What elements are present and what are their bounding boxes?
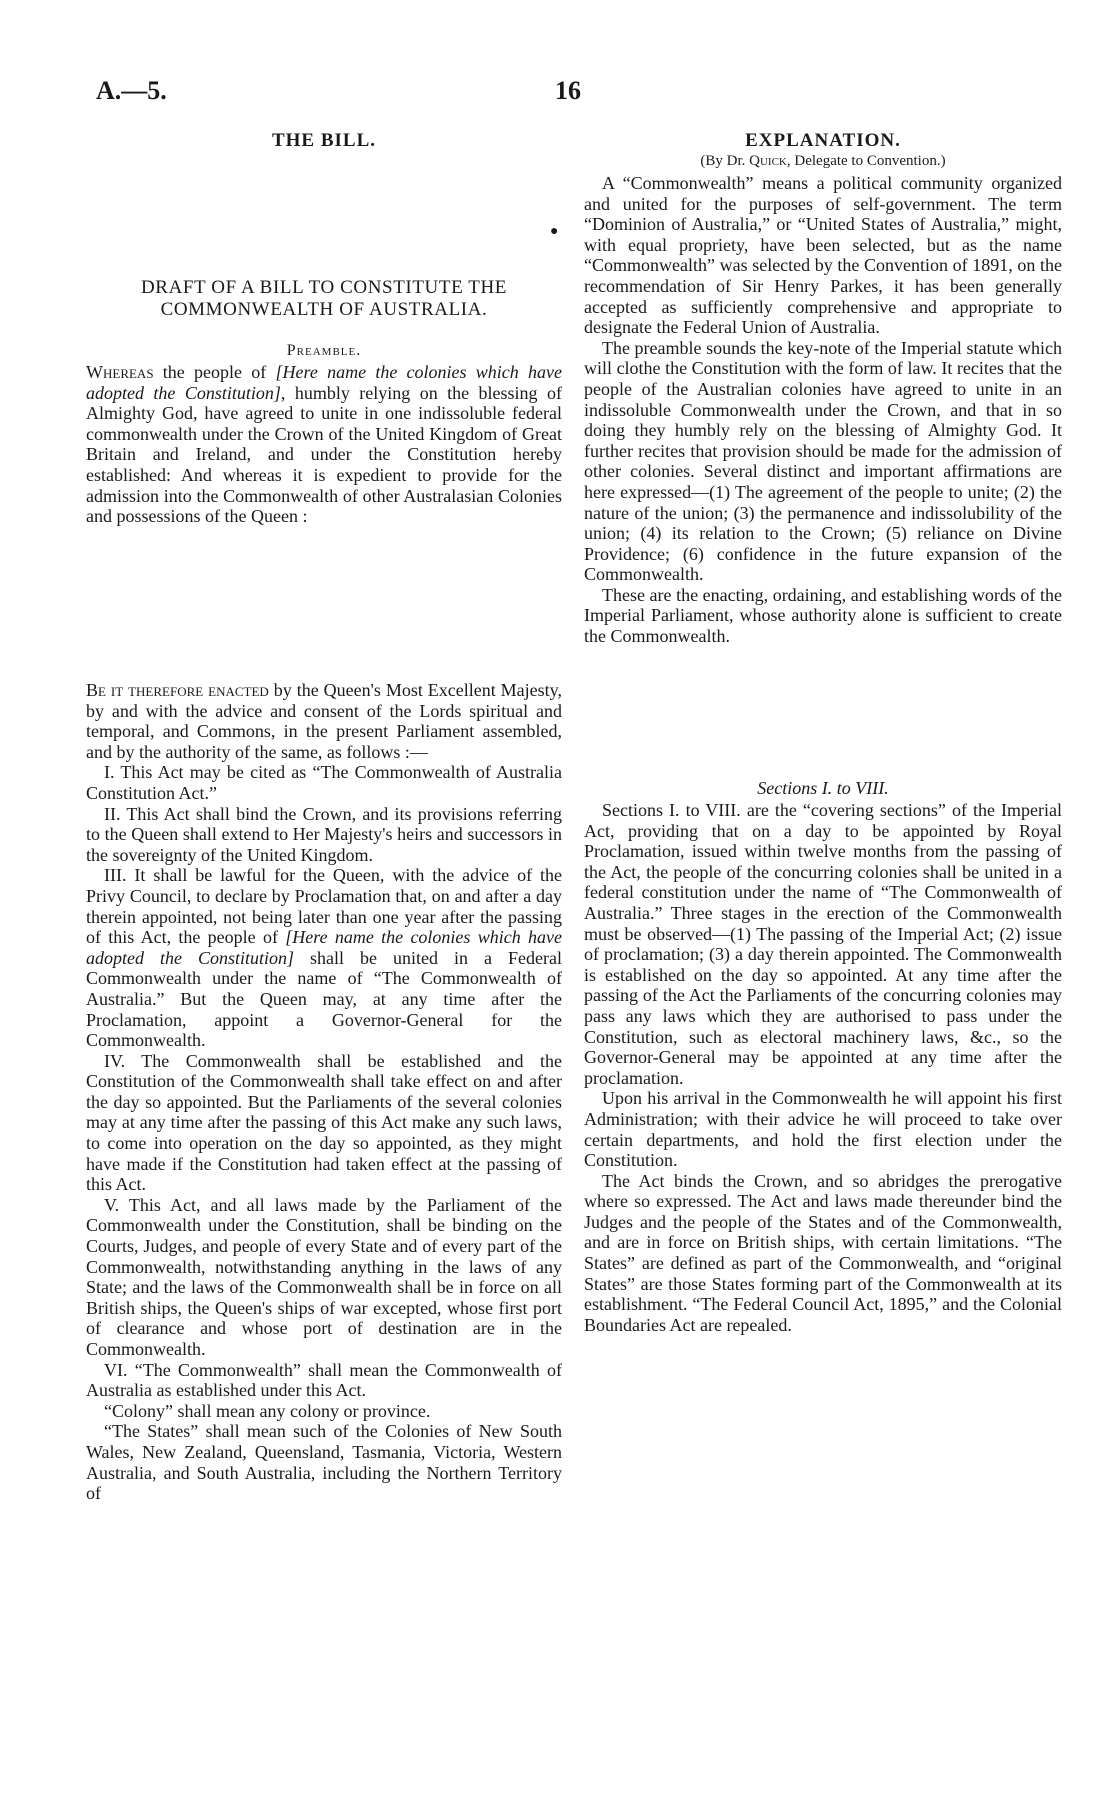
explanation-paragraph-4: Sections I. to VIII. are the “covering sections” of the Imperial Act, providing that on a day to be appointed by Royal Proclamation, issued within twelve months from the passing of the Act, the people of the concurring colonies shall be united in a federal constitution under the name of “The Commonwealth of Australia.” Three stages in the erection of the Commonwealth must be observed—(1) The passing of the Imperial Act; (2) issue of proclamation; (3) a day therein appointed. The Commonwealth is established on the day so appointed. At any time after the passing of the Act the Parliaments of the concurring colonies may pass any laws which they are authorised to pass under the Constitution, such as electoral machinery laws, &c., so the Governor-General may be appointed at any time after the proclamation. — [584, 800, 1062, 1088]
enacting-lead-words: Be it therefore enacted — [86, 680, 269, 700]
explanation-byline — [584, 153, 1062, 170]
byline-suffix: , Delegate to Convention.) — [786, 153, 946, 169]
enacting-text: by the Queen's Most Excellent Majesty, by and with the advice and consent of the Lords spiritual and temporal, and Commons, in the present Parliament assembled, and by the authority of the same, as follows :— — [86, 680, 562, 762]
byline-author: Quick — [749, 153, 787, 169]
preamble-text-2: , humbly relying on the blessing of Almighty God, have agreed to unite in one indissoluble federal commonwealth under the Crown of the United Kingdom of Great Britain and Ireland, and under the Constitution hereby established: And whereas it is expedient to provide for the admission into the Commonwealth of other Australasian Colonies and possessions of the Queen : — [86, 382, 562, 527]
definition-states: “The States” shall mean such of the Colonies of New South Wales, New Zealand, Queensland, Tasmania, Victoria, Western Australia, and South Australia, including the Northern Territory of — [86, 1421, 562, 1504]
enacting-block — [86, 680, 562, 1504]
section-3-part-a: III. It shall be lawful for the Queen, with the advice of the Privy Council, to declare by Proclamation that, on and after a day therein appointed, not being later than one year after the passing of this Act, the people of — [86, 865, 562, 948]
explanation-column-title: EXPLANATION. — [745, 130, 901, 151]
preamble-block — [86, 362, 562, 527]
explanation-block-1 — [584, 173, 1062, 647]
draft-title-line-2: COMMONWEALTH OF AUSTRALIA. — [160, 299, 488, 320]
section-6: VI. “The Commonwealth” shall mean the Commonwealth of Australia as established under this Act. — [86, 1359, 562, 1401]
preamble-text-1: the people of — [153, 362, 276, 382]
explanation-paragraph-2: The preamble sounds the key-note of the Imperial statute which will clothe the Constitution with the form of law. It recites that the people of the Australian colonies have agreed to unite in an indissoluble Commonwealth under the Crown, and that in so doing they humbly rely on the blessing of Almighty God. It further recites that provision should be made for the admission of other colonies. Several distinct and important affirmations are here expressed—(1) The agreement of the people to unite; (2) the nature of the union; (3) the permanence and indissolubility of the union; (4) its relation to the Crown; (5) reliance on Divine Providence; (6) confidence in the future expansion of the Commonwealth. — [584, 337, 1062, 585]
page-number: 16 — [555, 76, 581, 105]
bill-draft-title — [86, 277, 562, 321]
definition-colony: “Colony” shall mean any colony or province. — [104, 1400, 431, 1421]
document-reference: A.—5. — [96, 76, 167, 105]
section-3 — [86, 865, 562, 1050]
section-2: II. This Act shall bind the Crown, and its provisions referring to the Queen shall extend to Her Majesty's heirs and successors in the sovereignty of the United Kingdom. — [86, 803, 562, 865]
section-3-italic-note: [Here name the colonies which have adopted the Constitution] — [86, 927, 562, 968]
explanation-block-2 — [584, 800, 1062, 1335]
draft-title-line-1: DRAFT OF A BILL TO CONSTITUTE THE — [140, 277, 508, 298]
explanation-paragraph-3: These are the enacting, ordaining, and establishing words of the Imperial Parliament, whose authority alone is sufficient to create the Commonwealth. — [584, 584, 1062, 647]
section-3-part-b: shall be united in a Federal Commonwealth under the name of “The Commonwealth of Australia.” But the Queen may, at any time after the Proclamation, appoint a Governor-General for the Commonwealth. — [86, 947, 562, 1051]
sections-heading: Sections I. to VIII. — [757, 778, 889, 798]
preamble-italic-note: [Here name the colonies which have adopted the Constitution] — [86, 362, 562, 403]
preamble-lead-word: Whereas — [86, 362, 154, 382]
preamble-paragraph — [86, 362, 562, 527]
section-4: IV. The Commonwealth shall be established and the Constitution of the Commonwealth shall take effect on and after the day so appointed. But the Parliaments of the several colonies may at any time after the passing of this Act make any such laws, to come into operation on the day so appointed, as they might have made if the Constitution had taken effect at the passing of this Act. — [86, 1050, 562, 1195]
section-5: V. This Act, and all laws made by the Parliament of the Commonwealth under the Constitution, shall be binding on the Courts, Judges, and people of every State and of every part of the Commonwealth, notwithstanding anything in the laws of any State; and the laws of the Commonwealth shall be in force on all British ships, the Queen's ships of war excepted, whose first port of clearance and whose port of destination are in the Commonwealth. — [86, 1194, 562, 1359]
enacting-clause — [86, 680, 562, 762]
margin-bullet-icon: ● — [550, 224, 559, 239]
explanation-paragraph-1: A “Commonwealth” means a political community organized and united for the purposes of self-government. The term “Dominion of Australia,” or “United States of Australia,” might, with equal propriety, have been selected, but as the name “Commonwealth” was selected by the Convention of 1891, on the recommendation of Sir Henry Parkes, it has been generally accepted as sufficiently comprehensive and appropriate to designate the Federal Union of Australia. — [584, 173, 1062, 338]
bill-column-title: THE BILL. — [271, 130, 377, 151]
byline-prefix: (By Dr. — [700, 153, 750, 169]
section-1: I. This Act may be cited as “The Commonwealth of Australia Constitution Act.” — [86, 762, 562, 803]
explanation-paragraph-5: Upon his arrival in the Commonwealth he will appoint his first Administration; with their advice he will proceed to take over certain departments, and hold the first election under the Constitution. — [584, 1088, 1062, 1171]
explanation-paragraph-6: The Act binds the Crown, and so abridges the prerogative where so expressed. The Act and laws made thereunder bind the Judges and the people of the States and of the Commonwealth, and are in force on British ships, with certain limitations. “The States” are defined as part of the Commonwealth, and “original States” are those States forming part of the Commonwealth at its establishment. “The Federal Council Act, 1895,” and the Colonial Boundaries Act are repealed. — [584, 1170, 1062, 1335]
preamble-heading: Preamble. — [286, 342, 362, 359]
